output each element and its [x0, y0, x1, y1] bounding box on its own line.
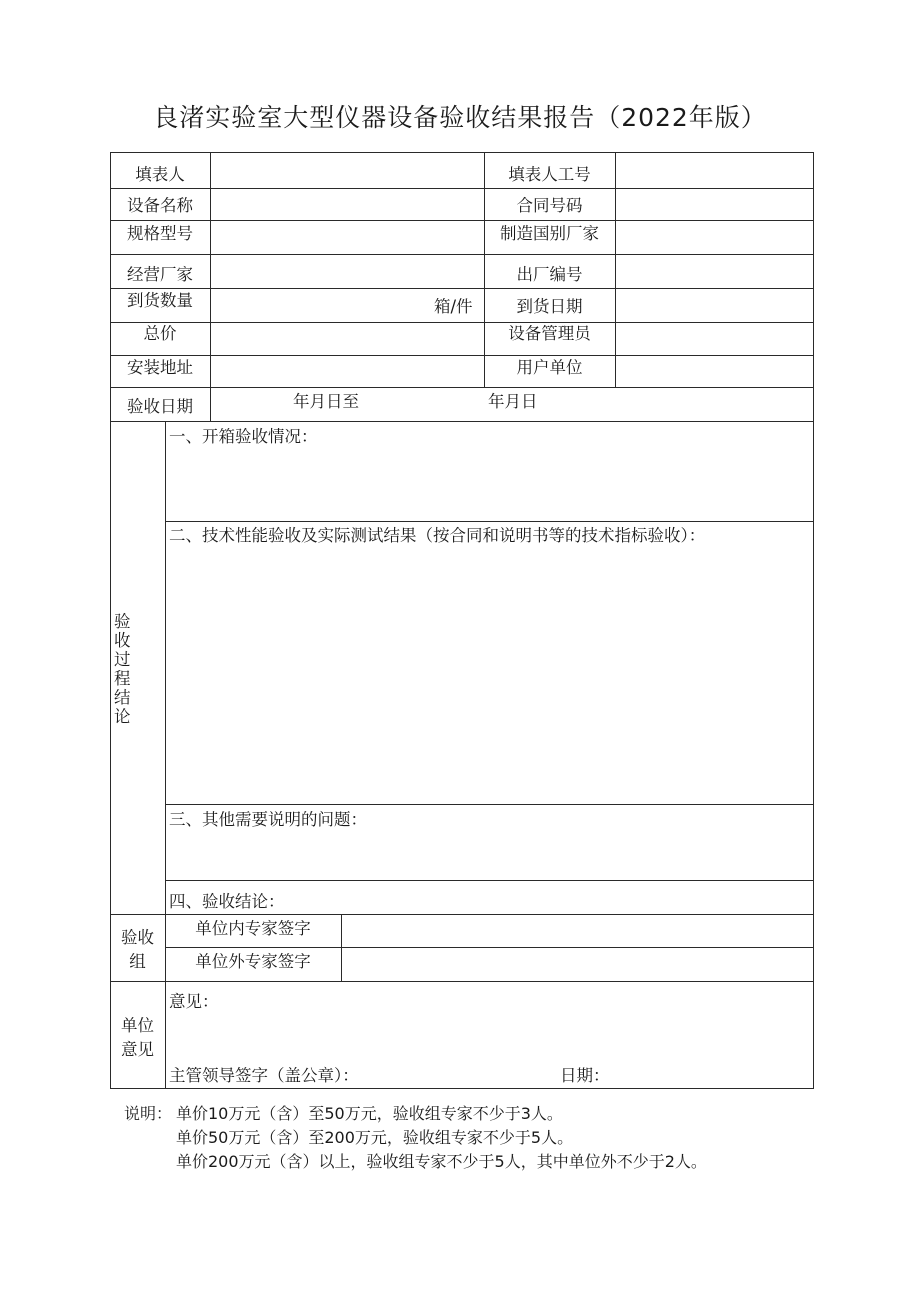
form-border-bottom [110, 1088, 814, 1089]
label-total-price: 总价 [143, 324, 177, 343]
section-unboxing: 一、开箱验收情况： [169, 427, 318, 446]
form-border-top [110, 152, 814, 153]
label-dealer: 经营厂家 [127, 265, 193, 284]
label-arrival-qty: 到货数量 [127, 291, 193, 310]
label-user-unit: 用户单位 [516, 358, 583, 377]
section-conclusion: 四、验收结论： [169, 892, 285, 911]
process-side-label: 验收过程结论 [114, 612, 131, 726]
section-performance: 二、技术性能验收及实际测试结果（按合同和说明书等的技术指标验收）： [169, 526, 706, 545]
form-border-right [813, 152, 814, 1089]
label-outer-expert-sign: 单位外专家签字 [195, 952, 311, 971]
label-device-name: 设备名称 [127, 196, 193, 215]
label-spec-model: 规格型号 [127, 224, 193, 243]
label-install-addr: 安装地址 [127, 358, 193, 377]
label-device-manager: 设备管理员 [508, 324, 591, 343]
opinion-label: 意见： [169, 992, 219, 1011]
unit-label-1: 单位 [121, 1016, 154, 1035]
label-inner-expert-sign: 单位内专家签字 [195, 919, 311, 938]
label-contract-no: 合同号码 [516, 196, 583, 215]
unit-label-2: 意见 [121, 1040, 154, 1059]
note-line-1: 单价10万元（含）至50万元，验收组专家不少于3人。 [176, 1104, 563, 1123]
date-from: 年月日至 [293, 392, 359, 411]
label-manufacturer: 制造国别厂家 [500, 224, 599, 243]
notes-prefix: 说明： [124, 1104, 173, 1123]
label-arrival-date: 到货日期 [516, 297, 583, 316]
note-line-2: 单价50万元（含）至200万元，验收组专家不少于5人。 [176, 1128, 574, 1147]
group-label-1: 验收 [121, 928, 154, 947]
page-title: 良渚实验室大型仪器设备验收结果报告（2022年版） [153, 103, 767, 132]
date-label: 日期： [560, 1066, 610, 1085]
label-filler: 填表人 [135, 165, 185, 184]
note-line-3: 单价200万元（含）以上，验收组专家不少于5人，其中单位外不少于2人。 [176, 1152, 707, 1171]
label-filler-id: 填表人工号 [508, 165, 591, 184]
label-accept-date: 验收日期 [127, 397, 193, 416]
group-label-2: 组 [129, 952, 146, 971]
section-other-issues: 三、其他需要说明的问题： [169, 810, 367, 829]
label-serial-no: 出厂编号 [516, 265, 583, 284]
qty-unit: 箱/件 [434, 297, 473, 316]
date-to: 年月日 [488, 392, 538, 411]
leader-sign-label: 主管领导签字（盖公章）： [169, 1066, 359, 1085]
